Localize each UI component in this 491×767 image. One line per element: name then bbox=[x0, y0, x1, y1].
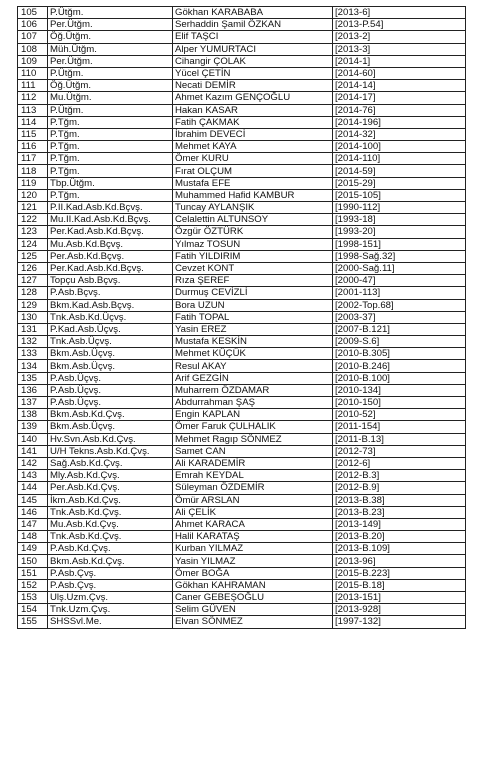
table-row bbox=[18, 214, 466, 226]
rank-cell: Bkm.Asb.Üçvş. bbox=[48, 348, 173, 360]
rank-cell: Mu.Asb.Kd.Bçvş. bbox=[48, 238, 173, 250]
row-number-cell: 153 bbox=[18, 592, 48, 604]
name-cell: Ali ÇELİK bbox=[173, 506, 333, 518]
rank-cell: Bkm.Asb.Kd.Çvş. bbox=[48, 409, 173, 421]
table-row bbox=[18, 128, 466, 140]
rank-cell: SHSSvl.Me. bbox=[48, 616, 173, 628]
row-number-cell: 126 bbox=[18, 262, 48, 274]
row-number-cell: 121 bbox=[18, 202, 48, 214]
row-number-cell: 138 bbox=[18, 409, 48, 421]
code-cell: [2010-150] bbox=[333, 397, 466, 409]
code-cell: [2003-37] bbox=[333, 311, 466, 323]
rank-cell: Per.Asb.Kd.Bçvş. bbox=[48, 250, 173, 262]
row-number-cell: 110 bbox=[18, 67, 48, 79]
row-number-cell: 106 bbox=[18, 19, 48, 31]
code-cell: [2013-B.20] bbox=[333, 531, 466, 543]
name-cell: Resul AKAY bbox=[173, 360, 333, 372]
code-cell: [2013-149] bbox=[333, 518, 466, 530]
table-row bbox=[18, 299, 466, 311]
table-row bbox=[18, 494, 466, 506]
rank-cell: Sağ.Asb.Kd.Çvş. bbox=[48, 457, 173, 469]
name-cell: Yücel ÇETİN bbox=[173, 67, 333, 79]
name-cell: Cihangir ÇOLAK bbox=[173, 55, 333, 67]
rank-cell: İkm.Asb.Kd.Çvş. bbox=[48, 494, 173, 506]
name-cell: Fatih YILDIRIM bbox=[173, 250, 333, 262]
row-number-cell: 123 bbox=[18, 226, 48, 238]
rank-cell: P.Tğm. bbox=[48, 165, 173, 177]
table-row bbox=[18, 275, 466, 287]
rank-cell: P.Ütğm. bbox=[48, 67, 173, 79]
rank-cell: Tnk.Asb.Kd.Çvş. bbox=[48, 506, 173, 518]
table-row bbox=[18, 470, 466, 482]
row-number-cell: 145 bbox=[18, 494, 48, 506]
name-cell: Cevzet KONT bbox=[173, 262, 333, 274]
name-cell: Yılmaz TOSUN bbox=[173, 238, 333, 250]
code-cell: [2012-B.3] bbox=[333, 470, 466, 482]
rank-cell: Öğ.Ütğm. bbox=[48, 80, 173, 92]
rank-cell: P.Tğm. bbox=[48, 153, 173, 165]
table-row bbox=[18, 518, 466, 530]
row-number-cell: 124 bbox=[18, 238, 48, 250]
code-cell: [2012-73] bbox=[333, 445, 466, 457]
code-cell: [2010-134] bbox=[333, 384, 466, 396]
table-row bbox=[18, 409, 466, 421]
rank-cell: Topçu Asb.Bçvş. bbox=[48, 275, 173, 287]
row-number-cell: 144 bbox=[18, 482, 48, 494]
rank-cell: P.Tğm. bbox=[48, 116, 173, 128]
row-number-cell: 146 bbox=[18, 506, 48, 518]
rank-cell: P.II.Kad.Asb.Kd.Bçvş. bbox=[48, 202, 173, 214]
name-cell: İbrahim DEVECİ bbox=[173, 128, 333, 140]
name-cell: Süleyman ÖZDEMİR bbox=[173, 482, 333, 494]
name-cell: Emrah KEYDAL bbox=[173, 470, 333, 482]
table-row bbox=[18, 421, 466, 433]
table-row bbox=[18, 323, 466, 335]
row-number-cell: 139 bbox=[18, 421, 48, 433]
rank-cell: Tnk.Asb.Kd.Üçvş. bbox=[48, 311, 173, 323]
code-cell: [2014-196] bbox=[333, 116, 466, 128]
row-number-cell: 114 bbox=[18, 116, 48, 128]
table-row bbox=[18, 360, 466, 372]
rank-cell: P.Ütğm. bbox=[48, 104, 173, 116]
name-cell: Abdurrahman ŞAŞ bbox=[173, 397, 333, 409]
rank-cell: Ulş.Uzm.Çvş. bbox=[48, 592, 173, 604]
code-cell: [2014-14] bbox=[333, 80, 466, 92]
name-cell: Mehmet Ragıp SÖNMEZ bbox=[173, 433, 333, 445]
rank-cell: P.Ütğm. bbox=[48, 7, 173, 19]
table-row bbox=[18, 177, 466, 189]
name-cell: Mehmet KAYA bbox=[173, 141, 333, 153]
table-row bbox=[18, 104, 466, 116]
row-number-cell: 137 bbox=[18, 397, 48, 409]
table-row bbox=[18, 531, 466, 543]
name-cell: Fırat OLÇUM bbox=[173, 165, 333, 177]
row-number-cell: 115 bbox=[18, 128, 48, 140]
rank-cell: P.Asb.Üçvş. bbox=[48, 384, 173, 396]
code-cell: [2010-B.305] bbox=[333, 348, 466, 360]
code-cell: [1998-151] bbox=[333, 238, 466, 250]
code-cell: [2013-2] bbox=[333, 31, 466, 43]
rank-cell: Per.Ütğm. bbox=[48, 55, 173, 67]
rank-cell: P.Kad.Asb.Üçvş. bbox=[48, 323, 173, 335]
name-cell: Bora UZUN bbox=[173, 299, 333, 311]
row-number-cell: 111 bbox=[18, 80, 48, 92]
name-cell: Ahmet Kazım GENÇOĞLU bbox=[173, 92, 333, 104]
code-cell: [2011-154] bbox=[333, 421, 466, 433]
name-cell: Selim GÜVEN bbox=[173, 604, 333, 616]
name-cell: Caner GEBEŞOĞLU bbox=[173, 592, 333, 604]
code-cell: [1993-18] bbox=[333, 214, 466, 226]
row-number-cell: 132 bbox=[18, 336, 48, 348]
name-cell: Halil KARATAŞ bbox=[173, 531, 333, 543]
row-number-cell: 135 bbox=[18, 372, 48, 384]
code-cell: [2011-B.13] bbox=[333, 433, 466, 445]
name-cell: Gökhan KAHRAMAN bbox=[173, 579, 333, 591]
rank-cell: Mu.II.Kad.Asb.Kd.Bçvş. bbox=[48, 214, 173, 226]
row-number-cell: 109 bbox=[18, 55, 48, 67]
table-row bbox=[18, 384, 466, 396]
table-row bbox=[18, 397, 466, 409]
rank-cell: Tbp.Ütğm. bbox=[48, 177, 173, 189]
rank-cell: P.Asb.Çvş. bbox=[48, 567, 173, 579]
name-cell: Elif TAŞCI bbox=[173, 31, 333, 43]
row-number-cell: 131 bbox=[18, 323, 48, 335]
table-row bbox=[18, 116, 466, 128]
row-number-cell: 108 bbox=[18, 43, 48, 55]
row-number-cell: 152 bbox=[18, 579, 48, 591]
table-row bbox=[18, 567, 466, 579]
row-number-cell: 148 bbox=[18, 531, 48, 543]
row-number-cell: 151 bbox=[18, 567, 48, 579]
rank-cell: Hv.Svn.Asb.Kd.Çvş. bbox=[48, 433, 173, 445]
table-row bbox=[18, 592, 466, 604]
name-cell: Mustafa KESKİN bbox=[173, 336, 333, 348]
name-cell: Muharrem ÖZDAMAR bbox=[173, 384, 333, 396]
name-cell: Rıza ŞEREF bbox=[173, 275, 333, 287]
table-row bbox=[18, 445, 466, 457]
name-cell: Tuncay AYLANŞIK bbox=[173, 202, 333, 214]
name-cell: Ahmet KARACA bbox=[173, 518, 333, 530]
table-row bbox=[18, 250, 466, 262]
row-number-cell: 141 bbox=[18, 445, 48, 457]
rank-cell: Bkm.Asb.Üçvş. bbox=[48, 421, 173, 433]
table-row bbox=[18, 43, 466, 55]
rank-cell: Mu.Ütğm. bbox=[48, 92, 173, 104]
name-cell: Yasin YILMAZ bbox=[173, 555, 333, 567]
code-cell: [2015-B.18] bbox=[333, 579, 466, 591]
row-number-cell: 116 bbox=[18, 141, 48, 153]
row-number-cell: 133 bbox=[18, 348, 48, 360]
table-row bbox=[18, 226, 466, 238]
table-row bbox=[18, 92, 466, 104]
rank-cell: Per.Kad.Asb.Kd.Bçvş. bbox=[48, 226, 173, 238]
code-cell: [2014-1] bbox=[333, 55, 466, 67]
code-cell: [2000-Sağ.11] bbox=[333, 262, 466, 274]
code-cell: [2013-151] bbox=[333, 592, 466, 604]
name-cell: Ömer BOĞA bbox=[173, 567, 333, 579]
code-cell: [2002-Top.68] bbox=[333, 299, 466, 311]
name-cell: Engin KAPLAN bbox=[173, 409, 333, 421]
code-cell: [2000-47] bbox=[333, 275, 466, 287]
row-number-cell: 117 bbox=[18, 153, 48, 165]
personnel-table bbox=[17, 6, 466, 629]
code-cell: [2015-B.223] bbox=[333, 567, 466, 579]
table-row bbox=[18, 189, 466, 201]
code-cell: [2014-60] bbox=[333, 67, 466, 79]
row-number-cell: 143 bbox=[18, 470, 48, 482]
rank-cell: P.Asb.Çvş. bbox=[48, 579, 173, 591]
row-number-cell: 129 bbox=[18, 299, 48, 311]
row-number-cell: 150 bbox=[18, 555, 48, 567]
rank-cell: Mly.Asb.Kd.Çvş. bbox=[48, 470, 173, 482]
code-cell: [1998-Sağ.32] bbox=[333, 250, 466, 262]
rank-cell: Tnk.Asb.Üçvş. bbox=[48, 336, 173, 348]
code-cell: [2014-59] bbox=[333, 165, 466, 177]
code-cell: [1990-112] bbox=[333, 202, 466, 214]
table-row bbox=[18, 19, 466, 31]
rank-cell: Bkm.Kad.Asb.Bçvş. bbox=[48, 299, 173, 311]
name-cell: Celalettin ALTUNSOY bbox=[173, 214, 333, 226]
row-number-cell: 142 bbox=[18, 457, 48, 469]
table-row bbox=[18, 202, 466, 214]
rank-cell: Per.Kad.Asb.Kd.Bçvş. bbox=[48, 262, 173, 274]
code-cell: [2013-928] bbox=[333, 604, 466, 616]
code-cell: [2014-110] bbox=[333, 153, 466, 165]
code-cell: [2014-17] bbox=[333, 92, 466, 104]
code-cell: [2007-B.121] bbox=[333, 323, 466, 335]
row-number-cell: 134 bbox=[18, 360, 48, 372]
rank-cell: U/H Tekns.Asb.Kd.Çvş. bbox=[48, 445, 173, 457]
name-cell: Muhammed Hafid KAMBUR bbox=[173, 189, 333, 201]
rank-cell: Tnk.Uzm.Çvş. bbox=[48, 604, 173, 616]
name-cell: Ömür ARSLAN bbox=[173, 494, 333, 506]
table-row bbox=[18, 457, 466, 469]
table-row bbox=[18, 31, 466, 43]
row-number-cell: 118 bbox=[18, 165, 48, 177]
code-cell: [2013-P.54] bbox=[333, 19, 466, 31]
name-cell: Fatih TOPAL bbox=[173, 311, 333, 323]
code-cell: [2014-76] bbox=[333, 104, 466, 116]
row-number-cell: 140 bbox=[18, 433, 48, 445]
row-number-cell: 136 bbox=[18, 384, 48, 396]
code-cell: [2010-B.246] bbox=[333, 360, 466, 372]
code-cell: [2013-B.23] bbox=[333, 506, 466, 518]
row-number-cell: 149 bbox=[18, 543, 48, 555]
rank-cell: P.Tğm. bbox=[48, 141, 173, 153]
name-cell: Ali KARADEMİR bbox=[173, 457, 333, 469]
rank-cell: Per.Asb.Kd.Çvş. bbox=[48, 482, 173, 494]
table-row bbox=[18, 80, 466, 92]
table-row bbox=[18, 7, 466, 19]
name-cell: Samet CAN bbox=[173, 445, 333, 457]
table-row bbox=[18, 55, 466, 67]
row-number-cell: 128 bbox=[18, 287, 48, 299]
code-cell: [2013-B.109] bbox=[333, 543, 466, 555]
table-row bbox=[18, 67, 466, 79]
rank-cell: Bkm.Asb.Üçvş. bbox=[48, 360, 173, 372]
table-row bbox=[18, 287, 466, 299]
table-row bbox=[18, 543, 466, 555]
code-cell: [2012-B.9] bbox=[333, 482, 466, 494]
rank-cell: P.Asb.Üçvş. bbox=[48, 397, 173, 409]
table-row bbox=[18, 433, 466, 445]
name-cell: Elvan SÖNMEZ bbox=[173, 616, 333, 628]
row-number-cell: 147 bbox=[18, 518, 48, 530]
code-cell: [2009-S.6] bbox=[333, 336, 466, 348]
table-row bbox=[18, 336, 466, 348]
table-row bbox=[18, 506, 466, 518]
code-cell: [2010-52] bbox=[333, 409, 466, 421]
name-cell: Alper YUMURTACI bbox=[173, 43, 333, 55]
table-row bbox=[18, 311, 466, 323]
rank-cell: Tnk.Asb.Kd.Çvş. bbox=[48, 531, 173, 543]
name-cell: Mustafa EFE bbox=[173, 177, 333, 189]
name-cell: Arif GEZGİN bbox=[173, 372, 333, 384]
table-row bbox=[18, 372, 466, 384]
name-cell: Mehmet KÜÇÜK bbox=[173, 348, 333, 360]
rank-cell: P.Asb.Bçvş. bbox=[48, 287, 173, 299]
code-cell: [2013-6] bbox=[333, 7, 466, 19]
table-body bbox=[18, 7, 466, 629]
row-number-cell: 120 bbox=[18, 189, 48, 201]
rank-cell: Müh.Ütğm. bbox=[48, 43, 173, 55]
code-cell: [2010-B.100] bbox=[333, 372, 466, 384]
rank-cell: P.Tğm. bbox=[48, 128, 173, 140]
row-number-cell: 107 bbox=[18, 31, 48, 43]
row-number-cell: 154 bbox=[18, 604, 48, 616]
name-cell: Necati DEMİR bbox=[173, 80, 333, 92]
row-number-cell: 127 bbox=[18, 275, 48, 287]
rank-cell: P.Tğm. bbox=[48, 189, 173, 201]
table-row bbox=[18, 348, 466, 360]
table-row bbox=[18, 153, 466, 165]
code-cell: [1993-20] bbox=[333, 226, 466, 238]
name-cell: Fatih ÇAKMAK bbox=[173, 116, 333, 128]
table-row bbox=[18, 555, 466, 567]
name-cell: Ömer Faruk ÇULHALIK bbox=[173, 421, 333, 433]
rank-cell: Per.Ütğm. bbox=[48, 19, 173, 31]
rank-cell: Bkm.Asb.Kd.Çvş. bbox=[48, 555, 173, 567]
row-number-cell: 105 bbox=[18, 7, 48, 19]
row-number-cell: 155 bbox=[18, 616, 48, 628]
rank-cell: Mu.Asb.Kd.Çvş. bbox=[48, 518, 173, 530]
table-row bbox=[18, 238, 466, 250]
name-cell: Kurban YILMAZ bbox=[173, 543, 333, 555]
name-cell: Serhaddin Şamil ÖZKAN bbox=[173, 19, 333, 31]
row-number-cell: 122 bbox=[18, 214, 48, 226]
code-cell: [2015-105] bbox=[333, 189, 466, 201]
row-number-cell: 125 bbox=[18, 250, 48, 262]
code-cell: [2013-3] bbox=[333, 43, 466, 55]
name-cell: Yasin EREZ bbox=[173, 323, 333, 335]
name-cell: Ömer KURU bbox=[173, 153, 333, 165]
code-cell: [2014-100] bbox=[333, 141, 466, 153]
rank-cell: Öğ.Ütğm. bbox=[48, 31, 173, 43]
row-number-cell: 119 bbox=[18, 177, 48, 189]
rank-cell: P.Asb.Üçvş. bbox=[48, 372, 173, 384]
table-row bbox=[18, 141, 466, 153]
code-cell: [2001-113] bbox=[333, 287, 466, 299]
code-cell: [2015-29] bbox=[333, 177, 466, 189]
row-number-cell: 130 bbox=[18, 311, 48, 323]
table-row bbox=[18, 165, 466, 177]
row-number-cell: 112 bbox=[18, 92, 48, 104]
code-cell: [1997-132] bbox=[333, 616, 466, 628]
code-cell: [2013-96] bbox=[333, 555, 466, 567]
code-cell: [2012-6] bbox=[333, 457, 466, 469]
table-row bbox=[18, 579, 466, 591]
name-cell: Durmuş CEVİZLİ bbox=[173, 287, 333, 299]
code-cell: [2013-B.38] bbox=[333, 494, 466, 506]
row-number-cell: 113 bbox=[18, 104, 48, 116]
table-row bbox=[18, 482, 466, 494]
name-cell: Gökhan KARABABA bbox=[173, 7, 333, 19]
table-row bbox=[18, 604, 466, 616]
table-row bbox=[18, 262, 466, 274]
name-cell: Hakan KASAR bbox=[173, 104, 333, 116]
name-cell: Özgür ÖZTÜRK bbox=[173, 226, 333, 238]
table-row bbox=[18, 616, 466, 628]
rank-cell: P.Asb.Kd.Çvş. bbox=[48, 543, 173, 555]
code-cell: [2014-32] bbox=[333, 128, 466, 140]
